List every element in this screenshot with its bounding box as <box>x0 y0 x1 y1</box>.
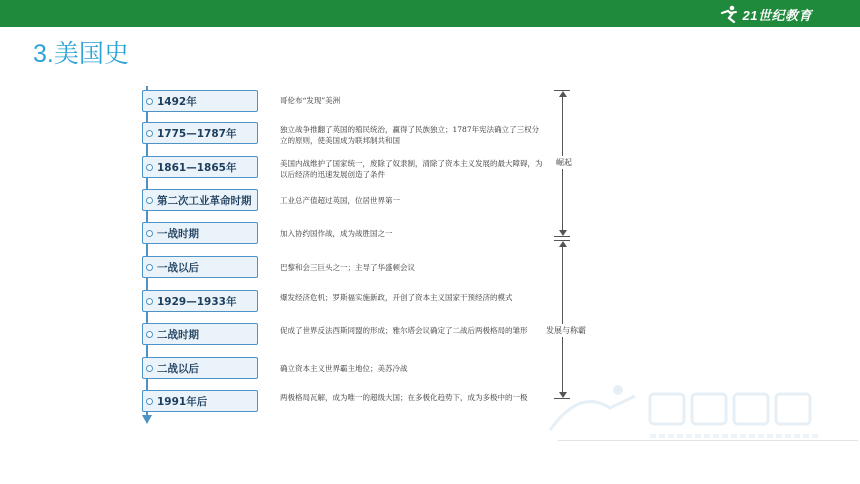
page-title: 3.美国史 <box>33 40 129 68</box>
bracket-tick <box>554 236 570 237</box>
timeline-row <box>142 256 582 280</box>
dominance-bracket-line <box>562 246 563 394</box>
timeline-label: 二战时期 <box>142 323 258 345</box>
timeline-text: 工业总产值超过英国，位居世界第一 <box>280 196 400 205</box>
timeline-text: 确立资本主义世界霸主地位；美苏冷战 <box>280 364 408 373</box>
timeline-row <box>142 189 582 213</box>
bracket-arrow-up <box>559 91 567 97</box>
runner-icon <box>718 5 740 23</box>
timeline-row <box>142 122 582 146</box>
timeline-label: 1492年 <box>142 90 258 112</box>
timeline-text: 哥伦布“发现”美洲 <box>280 96 341 105</box>
dominance-label: 发展与称霸 <box>546 326 586 335</box>
timeline-text: 加入协约国作战，成为战胜国之一 <box>280 229 393 238</box>
timeline-label: 二战以后 <box>142 357 258 379</box>
timeline-label: 一战以后 <box>142 256 258 278</box>
brand-logo <box>718 4 812 24</box>
timeline-label: 第二次工业革命时期 <box>142 189 258 211</box>
timeline-row <box>142 222 582 246</box>
bracket-arrow-up <box>559 241 567 247</box>
timeline <box>130 80 600 430</box>
timeline-text: 爆发经济危机；罗斯福实施新政，开创了资本主义国家干预经济的模式 <box>280 293 513 302</box>
timeline-label: 1929—1933年 <box>142 290 258 312</box>
timeline-text: 独立战争推翻了英国的殖民统治，赢得了民族独立；1787年宪法确立了三权分立的原则，使美国成为联邦制共和国 <box>280 125 540 145</box>
timeline-row <box>142 156 582 180</box>
timeline-arrow <box>142 415 152 424</box>
timeline-text: 两极格局瓦解，成为唯一的超级大国；在多极化趋势下，成为多极中的一极 <box>280 393 528 402</box>
brand-name: 21世纪教育 <box>742 7 812 23</box>
timeline-row <box>142 290 582 314</box>
timeline-label: 1775—1787年 <box>142 122 258 144</box>
rise-label: 崛起 <box>556 158 572 167</box>
header-bar <box>0 0 860 27</box>
timeline-row <box>142 323 582 347</box>
timeline-row <box>142 90 582 114</box>
timeline-label: 1991年后 <box>142 390 258 412</box>
footer-divider <box>558 440 858 441</box>
timeline-text: 促成了世界反法西斯同盟的形成；雅尔塔会议确定了二战后两极格局的雏形 <box>280 326 528 335</box>
watermark-logo <box>540 378 840 448</box>
timeline-text: 巴黎和会三巨头之一；主导了华盛顿会议 <box>280 263 415 272</box>
timeline-row <box>142 390 582 414</box>
timeline-label: 一战时期 <box>142 222 258 244</box>
timeline-label: 1861—1865年 <box>142 156 258 178</box>
timeline-text: 美国内战维护了国家统一，废除了奴隶制，清除了资本主义发展的最大障碍，为以后经济的迅速发展创造了条件 <box>280 159 543 179</box>
timeline-row <box>142 357 582 381</box>
